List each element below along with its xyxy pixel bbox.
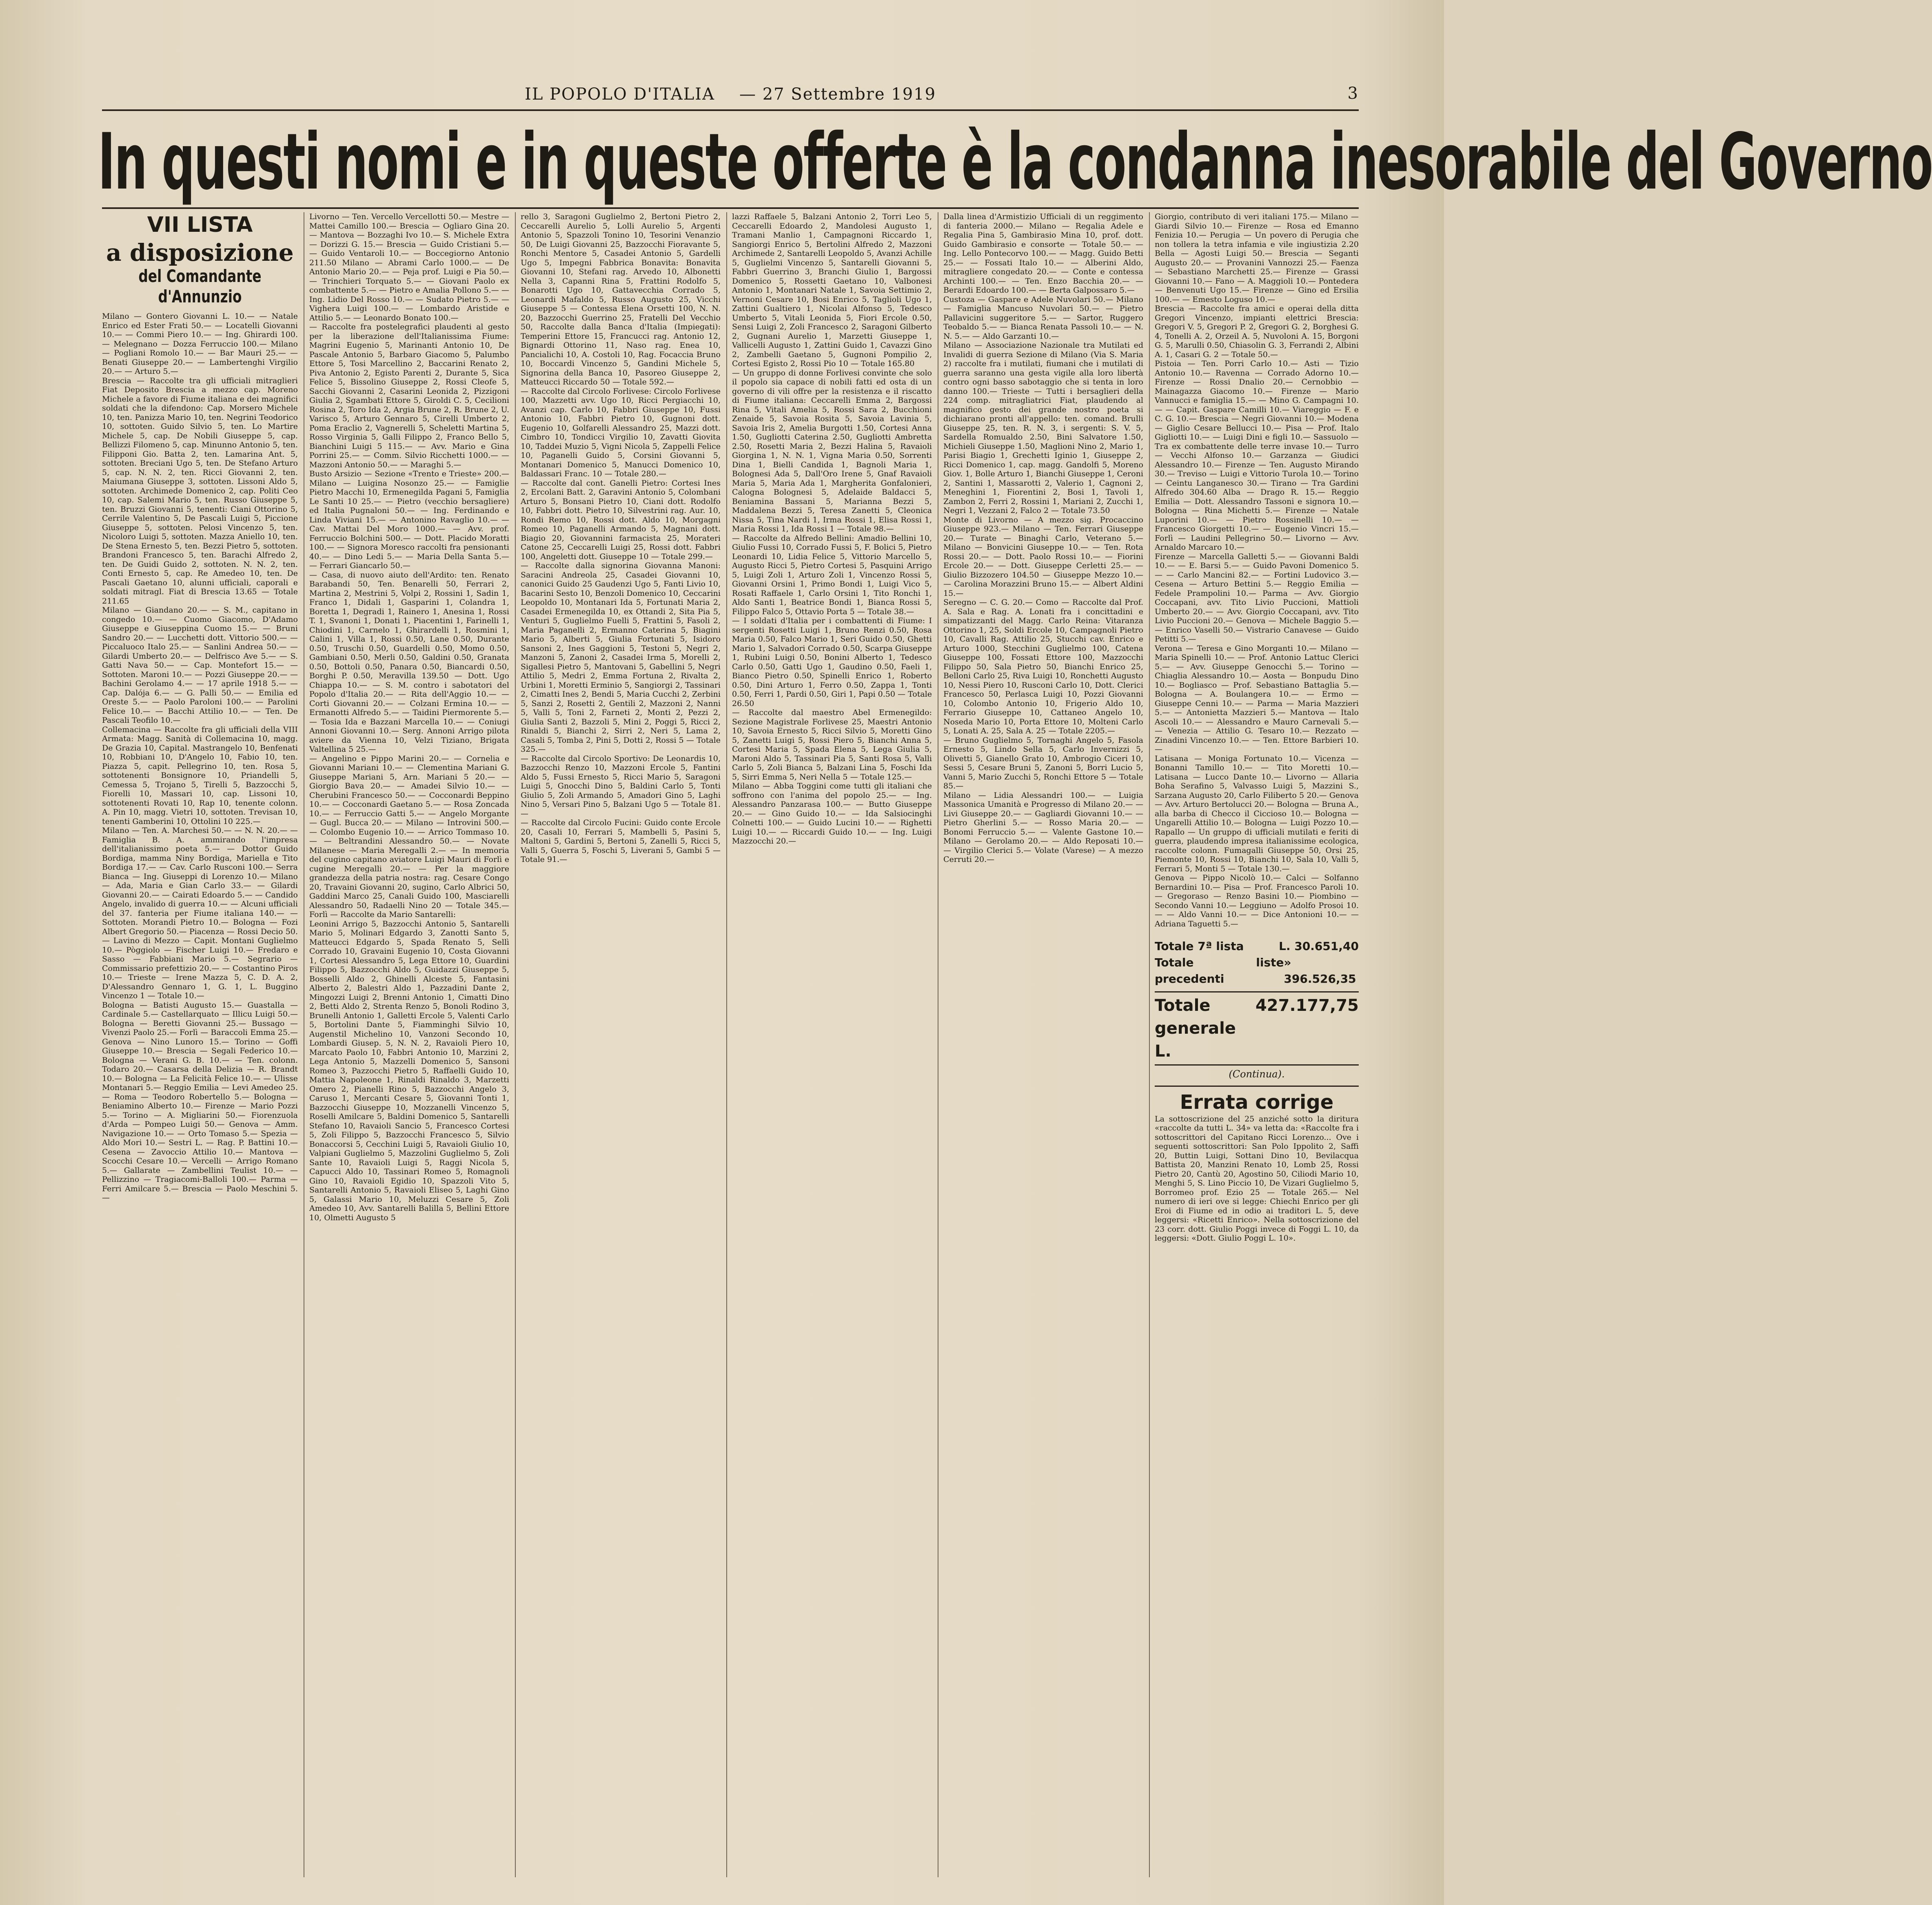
headline: In questi nomi e in queste offerte è la condanna inesorabile del Governo (98, 117, 1932, 207)
column-paragraph: — Bruno Guglielmo 5, Tornaghi Angelo 5, Fasola Ernesto 5, Lindo Sella 5, Carlo Invernizzi 5, Olivetti 5, Gianello Grato 10, Ambrogio Ciceri 10, Sessi 5, Cesare Bruni 5, Zanoni 5, Borri Lucio 5, Vanni 5, Mario Zucchi 5, Ronchi Ettore 5 — Totale 85.— (943, 735, 1143, 790)
column-paragraph: — Raccolte dalla signorina Giovanna Manoni: Saracini Andreola 25, Casadei Giovanni 10, canonici Guido 25 Gaudenzi Ugo 5, Fanti Livio 10, Bacarini Sesto 10, Benzoli Domenico 10, Ceccarini Leopoldo 10, Montanari Ida 5, Fortunati Maria 2, Casadei Ermenegilda 10, ex Ottandi 2, Sita Pia 5, Venturi 5, Guglielmo Fuelli 5, Frattini 5, Fasoli 2, Maria Paganelli 2, Ermanno Caterina 5, Biagini Mario 5, Alberti 5, Giulia Fortunati 5, Isidoro Sansoni 2, Ines Gaggioni 5, Testoni 5, Negri 2, Manzoni 5, Zanoni 2, Casadei Irma 5, Morelli 2, Sigallesi Pietro 5, Mantovani 5, Gabellini 5, Negri Attilio 5, Medri 2, Emma Fortuna 2, Rivalta 2, Urbini 1, Moretti Erminio 5, Sangiorgi 2, Tassinari 2, Cimatti Ines 2, Bendi 5, Maria Cucchi 2, Zerbini 5, Sanzi 2, Rosetti 2, Gentili 2, Mazzoni 2, Nanni 5, Valli 5, Toni 2, Farneti 2, Monti 2, Pezzi 2, Giulia Santi 2, Bazzoli 5, Mini 2, Poggi 5, Ricci 2, Rinaldi 5, Bianchi 2, Sirri 2, Neri 5, Lama 2, Casali 5, Tomba 2, Pini 5, Dotti 2, Rossi 5 — Totale 325.— (521, 561, 721, 754)
column-2 (309, 212, 509, 1885)
column-paragraph: — Angelino e Pippo Marini 20.— — Cornelia e Giovanni Mariani 10.— — Clementina Mariani G. Giuseppe Mariani 5, Arn. Mariani 5 20.— — Giorgio Bava 20.— — Amadei Silvio 10.— — Cherubini Francesco 50.— — Cocconardi Beppino 10.— — Cocconardi Gaetano 5.— — Rosa Zoncada 10.— — Ferruccio Gatti 5.— — Angelo Morgante — Gugl. Bucca 20.— — Milano — Introvini 500.— — Colombo Eugenio 10.— — Arrico Tommaso 10.— — Beltrandini Alessandro 50.— — Novate Milanese — Maria Meregalli 2.— — In memoria del cugino capitano aviatore Luigi Mauri di Forlì e cugine Meregalli 20.— — Per la maggiore grandezza della patria nostra: rag. Cesare Congo 20, Travaini Giovanni 20, sugino, Carlo Albrici 50, Gaddini Marco 25, Canali Guido 100, Masciarelli Alessandro 50, Radaelli Nino 20 — Totale 345.— Forlì — Raccolte da Mario Santarelli: (309, 754, 509, 919)
column-paragraph: Milano — Giandano 20.— — S. M., capitano in congedo 10.— — Cuomo Giacomo, D'Adamo Giuseppe e Giuseppina Cuomo 15.— — Bruni Sandro 20.— — Lucchetti dott. Vittorio 500.— — Piccaluoco Italo 25.— — Sanlini Andrea 50.— — Gilardi Umberto 20.— — Delfrisco Ave 5.— — S. Gatti Nava 50.— — Cap. Montefort 15.— — Sottoten. Maroni 10.— — Pozzi Giuseppe 20.— — Bachini Gerolamo 4.— — 17 aprile 1918 5.— — Cap. Dalója 6.— — G. Palli 50.— — Emilia ed Oreste 5.— — Paolo Paroloni 100.— — Parolini Felice 10.— — Bacchi Attilio 10.— — Ten. De Pascali Teofilo 10.— (102, 606, 298, 725)
column-paragraph: — Raccolte dal Circolo Fucini: Guido conte Ercole 20, Casali 10, Ferrari 5, Mambelli 5, Pasini 5, Maltoni 5, Gardini 5, Bertoni 5, Zanelli 5, Ricci 5, Valli 5, Guerra 5, Foschi 5, Liverani 5, Gambi 5 — Totale 91.— (521, 818, 721, 864)
errata-title: Errata corrige (1155, 1086, 1359, 1115)
column-paragraph: — Raccolte dal cont. Ganelli Pietro: Cortesi Ines 2, Ercolani Batt. 2, Garavini Antonio 5, Colombani Arturo 5, Bonsani Pietro 10, Ciani dott. Rodolfo 10, Fabbri dott. Pietro 10, Silvestrini rag. Aur. 10, Rondi Remo 10, Rossi dott. Aldo 10, Morgagni Romeo 10, Paganelli Armando 5, Magnani dott. Biagio 20, Giovannini farmacista 25, Morateri Catone 25, Ceccarelli Luigi 25, Rossi dott. Fabbri 100, Angeletti dott. Giuseppe 10 — Totale 299.— (521, 478, 721, 561)
column-paragraph: Milano — Ten. A. Marchesi 50.— — N. N. 20.— — Famiglia B. A. ammirando l'impresa dell'italianissimo poeta 5.— — Dottor Guido Bordiga, mamma Niny Bordiga, Mariella e Tito Bordiga 17.— — Cav. Carlo Rusconi 100.— Serra Bianca — Ing. Giuseppi di Lorenzo 10.— Milano — Ada, Maria e Gian Carlo 33.— — Gilardi Giovanni 20.— — Cairati Edoardo 5.— — Candido Angelo, invalido di guerra 10.— — Alcuni ufficiali del 37. fanteria per Fiume italiana 140.— — Sottoten. Morandi Pietro 10.— Bologna — Fozi Albert Gregorio 50.— Piacenza — Rossi Decio 50.— Lavino di Mezzo — Capit. Montani Guglielmo 10.— Pòggiolo — Fischer Luigi 10.— Fredaro e Sasso — Fabbiani Mario 5.— Segrario — Commissario prefettizio 20.— — Costantino Piros 10.— Trieste — Irene Mazza 5, C. D. A. 2, D'Alessandro Gennaro 1, G. 1, L. Buggino Vincenzo 1 — Totale 10.— (102, 826, 298, 1000)
column-paragraph: Milano — Associazione Nazionale tra Mutilati ed Invalidi di guerra Sezione di Milano (Via S. Maria 2) raccolte fra i mutilati, fiumani che i mutilati di guerra saranno una gesta vigile alla loro libertà contro ogni basso sabotaggio che si tenta in loro danno 100.— Trieste — Tutti i bersaglieri della 224 comp. mitragliatrici Fiat, plaudendo al magnifico gesto dei grande nostro poeta si dichiarano pronti all'appello: ten. comand. Brulli Giuseppe 25, ten. R. N. 3, i sergenti: S. V. 5, Sardella Romualdo 2.50, Bini Salvatore 1.50, Michieli Giuseppe 1.50, Maglioni Nino 2, Mario 1, Parisi Biagio 1, Grechetti Iginio 1, Giuseppe 2, Ricci Domenico 1, cap. magg. Gandolfi 5, Moreno Giov. 1, Bolle Arturo 1, Bianchi Giuseppe 1, Ceroni 2, Santini 1, Massarotti 2, Valerio 1, Cagnoni 2, Meneghini 1, Fiorentini 2, Bosi 1, Tavoli 1, Zambon 2, Ferri 2, Rossini 1, Mariani 2, Zucchi 1, Negri 1, Vezzani 2, Falco 2 — Totale 73.50 (943, 341, 1143, 515)
total-list-value: L. 30.651,40 (1279, 939, 1359, 953)
column-paragraph: Leonini Arrigo 5, Bazzocchi Antonio 5, Santarelli Mario 5, Molinari Edgardo 3, Zanotti Santo 5, Matteucci Edgardo 5, Spada Renato 5, Sellì Corrado 10, Gravaini Eugenio 10, Costa Giovanni 1, Cortesi Alessandro 5, Lega Ettore 10, Guardini Filippo 5, Bazzocchi Aldo 5, Guidazzi Giuseppe 5, Bosselli Aldo 2, Ghinelli Alceste 5, Fantasini Alberto 2, Balestri Aldo 1, Pazzadini Dante 2, Mingozzi Luigi 2, Brenni Antonio 1, Cimatti Dino 2, Betti Aldo 2, Strenta Renzo 5, Bonoli Rodino 3, Brunelli Antonio 1, Galletti Ercole 5, Valenti Carlo 5, Bortolini Dante 5, Fiamminghi Silvio 10, Augenstil Michelino 10, Vanzoni Secondo 10, Lombardi Giusep. 5, N. N. 2, Ravaioli Piero 10, Marcato Paolo 10, Fabbri Antonio 10, Marzini 2, Lega Antonio 5, Mazzelli Domenico 5, Sansoni Romeo 3, Pazzocchi Pietro 5, Raffaelli Guido 10, Mattia Napoleone 1, Rinaldi Rinaldo 3, Marzetti Omero 2, Pianelli Rino 5, Bazzocchi Angelo 3, Caruso 1, Mercanti Cesare 5, Giovanni Tonti 1, Bazzocchi Giuseppe 10, Mozzanelli Vincenzo 5, Roselli Amilcare 5, Baldini Domenico 5, Santarelli Stefano 10, Ravaioli Sancio 5, Francesco Cortesi 5, Zoli Filippo 5, Bazzocchi Francesco 5, Silvio Bonaccorsi 5, Cecchini Luigi 5, Ravaioli Giulio 10, Valpiani Guglielmo 5, Mazzolini Guglielmo 5, Zoli Sante 10, Ravaioli Luigi 5, Raggi Nicola 5, Capucci Aldo 10, Tassinari Romeo 5, Romagnoli Gino 10, Ravaioli Egidio 10, Spazzoli Vito 5, Santarelli Antonio 5, Ravaioli Eliseo 5, Laghi Gino 5, Galassi Mario 10, Meluzzi Cesare 5, Zoli Amedeo 10, Avv. Santarelli Balilla 5, Bellini Ettore 10, Olmetti Augusto 5 (309, 919, 509, 1222)
total-previous-label: Totale liste precedenti (1155, 956, 1284, 986)
column-paragraph: — Raccolte dal maestro Abel Ermenegildo: Sezione Magistrale Forlivese 25, Maestri Antonio 10, Savoia Ernesto 5, Ricci Silvio 5, Moretti Gino 5, Zanetti Luigi 5, Rossi Piero 5, Bianchi Anna 5, Cortesi Maria 5, Spada Elena 5, Lega Giulia 5, Maroni Aldo 5, Tassinari Pia 5, Santi Rosa 5, Valli Carlo 5, Zoli Bianca 5, Balzani Lina 5, Foschi Ida 5, Sirri Emma 5, Neri Nella 5 — Totale 125.— (732, 708, 932, 782)
column-paragraph: Brescia — Raccolte fra amici e operai della ditta Gregori Vincenzo, impianti elettrici Brescia: Gregori V. 5, Gregori P. 2, Gregori G. 2, Borghesi G. 4, Tonelli A. 2, Orzeil A. 5, Nuvoloni A. 15, Borgoni G. 5, Marulli 0.50, Chiasolin G. 3, Ferrandi 2, Albini A. 1, Casari G. 2 — Totale 50.— (1155, 304, 1359, 359)
column-6 (1155, 212, 1359, 1885)
column-paragraph: Giorgio, contributo di veri italiani 175.— Milano — Giardi Silvio 10.— Firenze — Rosa ed Emanno Fenizia 10.— Perugia — Un povero di Perugia che non tollera la tetra infamia e vile ingiustizia 2.20 Bella — Agosti Luigi 50.— Brescia — Seganti Augusto 20.— — Provanini Vannozzi 25.— Faenza — Sebastiano Marchetti 25.— Firenze — Grassi Giovanni 10.— Fano — A. Maggioli 10.— Pontedera — Benvenuti Ugo 15.— Firenze — Gino ed Ersilia 100.— — Emesto Loguso 10.— (1155, 212, 1359, 304)
column-divider (1149, 212, 1150, 1877)
column-paragraph: — Raccolte dal Circolo Sportivo: De Leonardis 10, Bazzocchi Renzo 10, Mazzoni Ercole 5, Fantini Aldo 5, Fussi Ernesto 5, Ricci Mario 5, Saragoni Luigi 5, Gnocchi Dino 5, Baldini Carlo 5, Tonti Giulio 5, Zoli Armando 5, Amadori Gino 5, Laghi Nino 5, Versari Pino 5, Balzani Ugo 5 — Totale 81.— (521, 754, 721, 818)
column-paragraph: Monte di Livorno — A mezzo sig. Procaccino Giuseppe 923.— Milano — Ten. Ferrari Giuseppe 20.— Turate — Binaghi Carlo, Veterano 5.— Milano — Bonvicini Giuseppe 10.— — Ten. Rota Rossi 20.— — Dott. Paolo Rossi 10.— — Fiorini Ercole 20.— — Dott. Giuseppe Cerletti 25.— — Giulio Bizzozero 104.50 — Giuseppe Mezzo 10.— — Carolina Morazzini Bruno 15.— — Albert Aldini 15.— (943, 515, 1143, 598)
column-paragraph: — Raccolte fra postelegrafici plaudenti al gesto per la liberazione dell'Italianissima Fiume: Magrini Eugenio 5, Marinanti Antonio 10, De Pascale Antonio 5, Barbaro Giacomo 5, Palumbo Ettore 5, Tosi Marcellino 2, Baccarini Renato 2, Piva Antonio 2, Egisto Parenti 2, Durante 5, Sica Felice 5, Bissolino Giuseppe 2, Rossi Cleofe 5, Sacchi Giovanni 2, Casarini Leonida 2, Pizzigoni Giulia 2, Sgambati Ettore 5, Giroldi C. 5, Cecilioni Rosina 2, Toro Ida 2, Argia Brune 2, R. Brune 2, U. Varisco 5, Arturo Gennaro 5, Cirelli Umberto 2, Poma Eraclio 2, Vagnerelli 5, Scheletti Martina 5, Rosso Virginia 5, Galli Filippo 2, Franco Bello 5, Bianchini Luigi 5 115.— — Avv. Mario e Gina Porrini 25.— — Comm. Silvio Ricchetti 1000.— — Mazzoni Antonio 50.— — Maraghi 5.— (309, 322, 509, 469)
column-paragraph: Firenze — Marcella Galletti 5.— — Giovanni Baldi 10.— — E. Barsi 5.— — Guido Pavoni Domenico 5.— — Carlo Mancini 82.— — Fortini Ludovico 3.— Cesena — Arturo Bettini 5.— Reggio Emilia — Fedele Prampolini 10.— Parma — Avv. Giorgio Coccapani, avv. Tito Livio Puccioni, Mattioli Umberto 20.— — Avv. Giorgio Coccapani, avv. Tito Livio Puccioni 20.— Genova — Michele Baggio 5.— — Enrico Vaselli 50.— Vistrario Canavese — Guido Petitti 5.— (1155, 552, 1359, 644)
continued-note: (Continua). (1229, 1068, 1285, 1080)
errata-text: La sottoscrizione del 25 anziché sotto la diritura «raccolte da tutti L. 34» va letta da: «Raccolte fra i sottoscrittori del Capitano Ricci Lorenzo... Ove i seguenti sottoscrittori: San Polo Ippolito 2, Saffi 20, Buttin Luigi, Sottani Dino 10, Bevilacqua Battista 20, Manzini Renato 10, Lomb 25, Rossi Pietro 20, Cantù 20, Agostino 50, Ciliodi Mario 10, Menghi 5, S. Lino Piccio 10, De Vizari Guglielmo 5, Borromeo prof. Ezio 25 — Totale 265.— Nel numero di ieri ove si legge: Chiechi Enrico per gli Eroi di Fiume ed in odio ai traditori L. 5, deve leggersi: «Ricetti Enrico». Nella sottoscrizione del 23 corr. dott. Giulio Poggi invece di Foggi L. 10, da leggersi: «Dott. Giulio Poggi L. 10». (1155, 1114, 1359, 1243)
column-3 (521, 212, 721, 1885)
total-previous-row (1155, 955, 1359, 987)
column-paragraph: Busto Arsizio — Sezione «Trento e Trieste» 200.— Milano — Luigina Nosonzo 25.— — Famiglie Pietro Macchi 10, Ermenegilda Pagani 5, Famiglia Le Santi 10 25.— — Pietro (vecchio bersagliere) ed Italia Pugnaloni 50.— — Ing. Ferdinando e Linda Viviani 15.— — Antonino Ravaglio 10.— — Cav. Mattai Del Moro 1000.— — Avv. prof. Ferruccio Bolchini 500.— — Dott. Placido Moratti 100.— — Signora Moresco raccolti fra pensionanti 40.— — Dino Ledi 5.— — Maria Della Santa 5.— — Ferrari Giancarlo 50.— (309, 469, 509, 570)
totals-box (1155, 938, 1359, 1066)
total-previous-value: » 396.526,35 (1284, 956, 1356, 986)
columns-area (102, 212, 1363, 1885)
column-paragraph: Genova — Pippo Nicolò 10.— Calci — Solfanno Bernardini 10.— Pisa — Prof. Francesco Paroli 10.— Gregoraso — Renzo Basini 10.— Piombino — Secondo Vanni 10.— Leggiuno — Adolfo Prosoi 10.— — Aldo Vanni 10.— — Dice Antonioni 10.— — Adriana Taguetti 5.— (1155, 873, 1359, 928)
column-paragraph: Latisana — Moniga Fortunato 10.— Vicenza — Bonanni Tamillo 10.— — Tito Moretti 10.— Latisana — Lucco Dante 10.— Livorno — Allaria Boha Serafino 5, Valvasso Luigi 5, Mazzini S., Sarzana Augusto 20, Carlo Filiberto 5 20.— Genova — Avv. Arturo Bertolucci 20.— Bologna — Bruna A., alla barba di Checco il Ciccioso 10.— Bologna — Ungarelli Attilio 10.— Bologna — Luigi Pozzo 10.— Rapallo — Un gruppo di ufficiali mutilati e feriti di guerra, plaudendo impresa italianissime ecologica, raccolte colonn. Fumagalli Giuseppe 50, Orsi 25, Piemonte 10, Rossi 10, Bianchi 10, Sala 10, Valli 5, Ferrari 5, Monti 5 — Totale 130.— (1155, 754, 1359, 873)
column-paragraph: Milano — Abba Toggini come tutti gli italiani che soffrono con l'anima del popolo 25.— — Ing. Alessandro Panzarasa 100.— — Butto Giuseppe 20.— — Gino Guido 10.— — Ida Salsiocinghi Colnetti 100.— — Guido Lucini 10.— — Righetti Luigi 10.— — Riccardi Guido 10.— — Ing. Luigi Mazzocchi 20.— (732, 782, 932, 846)
column-paragraph: Collemacina — Raccolte fra gli ufficiali della VIII Armata: Magg. Sanità di Collemacina 10, magg. De Grazia 10, Capital. Mastrangelo 10, Benfenati 10, Robbiani 10, D'Angelo 10, Fabio 10, ten. Piazza 5, capit. Pellegrino 10, ten. Rosa 5, sottotenenti Bonsignore 10, Priandelli 5, Cemessa 5, Trojano 5, Tirelli 5, Bazzocchi 5, Fiorelli 10, Massari 10, cap. Lissoni 10, sottotenenti Rovati 10, Rap 10, tenente colonn. A. Pin 10, magg. Vietri 10, sottoten. Trevisan 10, tenenti Gamberini 10, Ottolini 10 225.— (102, 725, 298, 826)
masthead (102, 80, 1359, 109)
column-divider (515, 212, 516, 1877)
column-paragraph: Dalla linea d'Armistizio Ufficiali di un reggimento di fanteria 2000.— Milano — Regalia Adele e Regalia Pina 5, Gambirasio Mina 10, prof. dott. Guido Gambirasio e consorte — Totale 50.— — Ing. Lello Pontecorvo 100.— — Magg. Guido Betti 25.— — Fossati Italo 10.— — Alberini Aldo, mitragliere congedato 20.— — Conte e contessa Archinti 100.— — Ten. Enzo Bacchia 20.— — Berardi Edoardo 100.— — Berta Galpossaro 5.— (943, 212, 1143, 295)
column-paragraph: Custoza — Gaspare e Adele Nuvolari 50.— Milano — Famiglia Mancuso Nuvolari 50.— — Pietro Pallavicini suggeritore 5.— — Sartor, Ruggero Teobaldo 5.— — Bianca Renata Passoli 10.— — N. N. 5.— — Aldo Garzanti 10.— (943, 295, 1143, 341)
column-paragraph: Seregno — C. G. 20.— Como — Raccolte dal Prof. A. Sala e Rag. A. Lonati fra i concittadini e simpatizzanti del Magg. Carlo Reina: Vitaranza Ottorino 1, 25, Soldi Ercole 10, Campagnoli Pietro 10, Cavalli Rag. Attilio 25, Stucchi cav. Enrico e Arturo 1000, Stecchini Guglielmo 100, Catena Giuseppe 100, Fossati Ettore 100, Mazzocchi Filippo 50, Sala Pietro 50, Bianchi Enrico 25, Belloni Carlo 25, Riva Luigi 10, Ronchetti Augusto 10, Nessi Piero 10, Rusconi Carlo 10, Dott. Clerici Francesco 50, Perlasca Luigi 10, Pozzi Giovanni 10, Colombo Antonio 10, Frigerio Aldo 10, Ferrario Giuseppe 10, Cattaneo Angelo 10, Noseda Mario 10, Porta Ettore 10, Molteni Carlo 5, Lonati A. 25, Sala A. 25 — Totale 2205.— (943, 598, 1143, 735)
column-paragraph: — Raccolte da Alfredo Bellini: Amadio Bellini 10, Giulio Fussi 10, Corrado Fussi 5, F. Bolici 5, Pietro Leonardi 10, Lidia Felice 5, Vittorio Marcello 5, Augusto Ricci 5, Pietro Cortesi 5, Pasquini Arrigo 5, Luigi Zoli 1, Arturo Zoli 1, Vincenzo Rossi 5, Giovanni Orsini 1, Primo Bondi 1, Luigi Vico 5, Rosati Raffaele 1, Carlo Orsini 1, Tito Ronchi 1, Aldo Santi 1, Beatrice Bondi 1, Bianca Rossi 5, Filippo Falco 5, Ottavio Porta 5 — Totale 38.— (732, 533, 932, 616)
column-1 (102, 212, 298, 1885)
column-paragraph: — Un gruppo di donne Forlivesi convinte che solo il popolo sia capace di nobili fatti ed osta di un governo di vili offre per la resistenza e il riscatto di Fiume italiana: Ceccarelli Emma 2, Bargossi Rina 5, Vitali Amelia 5, Rossi Sara 2, Bucchioni Zenaide 5, Savoia Rosita 5, Savoia Lavinia 5, Savoia Iris 2, Amelia Burgotti 1.50, Cortesi Anna 1.50, Gugliotti Caterina 2.50, Gugliotti Ambretta 2.50, Rosetti Maria 2, Bezzi Halina 5, Ravaioli Giorgina 1, N. N. 1, Vigna Maria 0.50, Sorrenti Dina 1, Bielli Candida 1, Bagnoli Maria 1, Bolognesi Ada 5, Dall'Oro Irene 5, Gnaf Ravaioli Maria 5, Maria Ada 1, Margherita Gonfalonieri, Calogna Bolognesi 5, Adelaide Baldacci 5, Beniamina Bassani 5, Marianna Bezzi 5, Maddalena Bezzi 5, Teresa Zanetti 5, Cleonica Nissa 5, Tina Nardi 1, Irma Rossi 1, Elisa Rossi 1, Maria Rossi 1, Ida Rossi 1 — Totale 98.— (732, 368, 932, 533)
issue-date: — 27 Settembre 1919 (739, 85, 936, 104)
column-5 (943, 212, 1143, 1885)
total-list-label: Totale 7ª lista (1155, 939, 1244, 953)
column-paragraph: Verona — Teresa e Gino Morganti 10.— Milano — Maria Spinelli 10.— — Prof. Antonio Lattuc Clerici 5.— — Avv. Giuseppe Genocchi 5.— Torino — Chiaglia Alessandro 10.— Aosta — Bonpudu Dino 10.— Bogliasco — Prof. Sebastiano Battaglia 5.— Bologna — A. Boulangera 10.— — Ermo — Giuseppe Cenni 10.— — Parma — Maria Mazzieri 5.— — Antonietta Mazzieri 5.— Mantova — Italo Ascoli 10.— — Alessandro e Mauro Carnevali 5.— — Venezia — Attilio G. Tesaro 10.— Rezzato — Zinadini Vincenzo 10.— — Ten. Ettore Barbieri 10.— (1155, 644, 1359, 754)
page-number: 3 (1347, 84, 1359, 103)
column-paragraph: Milano — Gontero Giovanni L. 10.— — Natale Enrico ed Ester Frati 50.— — Locatelli Giovanni 10.— — Commi Piero 10.— — Ing. Ghirardi 100.— Melegnano — Dozza Ferruccio 100.— Milano — Pogliani Romolo 10.— — Bar Mauri 25.— — Benati Giuseppe 20.— — Lambertenghi Virgilio 20.— — Arturo 5.— (102, 312, 298, 376)
list-subtitle: a disposizione (106, 239, 294, 266)
grand-total-value: 427.177,75 (1255, 996, 1359, 1015)
column-paragraph: Bologna — Batisti Augusto 15.— Guastalla — Cardinale 5.— Castellarquato — Illicu Luigi 50.— Bologna — Beretti Giovanni 25.— Bussago — Vivenzi Paolo 25.— Forlì — Baraccoli Emma 25.— Genova — Nino Lunoro 15.— Torino — Goffi Giuseppe 10.— Brescia — Segali Federico 10.— Bologna — Verani G. B. 10.— — Ten. colonn. Todaro 20.— Casarsa della Delizia — R. Brandt 10.— Bologna — La Felicità Felice 10.— — Ulisse Montanari 5.— Reggio Emilia — Levi Amedeo 25.— Roma — Teodoro Robertello 5.— Bologna — Beniamino Alberto 10.— Firenze — Mario Pozzi 5.— Torino — A. Migliarini 50.— Fiorenzuola d'Arda — Pompeo Luigi 50.— Genova — Amm. Navigazione 10.— — Orto Tomaso 5.— Spezia — Aldo Mori 10.— Sestri L. — Rag. P. Battini 10.— Cesena — Zavoccio Attilio 10.— Mantova — Scocchi Cesare 10.— Vercelli — Arrigo Romano 5.— Gallarate — Zambellini Teulist 10.— — Pellizzino — Tragiacomi-Balloli 100.— Parma — Ferri Amilcare 5.— Brescia — Paolo Meschini 5.— (102, 1000, 298, 1202)
column-divider (726, 212, 727, 1877)
total-list-row (1155, 938, 1359, 955)
column-paragraph: Pistoia — Ten. Porri Carlo 10.— Asti — Tizio Antonio 10.— Ravenna — Corrado Adorno 10.— Firenze — Rossi Dnalio 20.— Cernobbio — Mainagazza Giacomo 10.— Firenze — Mario Vannucci e famiglia 15.— — Mino G. Campagni 10.— — Capit. Gaspare Camilli 10.— Viareggio — F. e C. G. 10.— Brescia — Negri Giovanni 10.— Modena — Giglio Cesare Bellucci 10.— Pisa — Prof. Italo Gigliotti 10.— — Luigi Dini e figli 10.— Sassuolo — Tra ex combattente delle terre invase 10.— Turro — Vecchi Alfonso 10.— Garzanza — Giudici Alessandro 10.— Firenze — Ten. Augusto Mirando 30.— Treviso — Luigi e Vittorio Turola 10.— Torino — Ceintu Langanesco 30.— Tirano — Tra Gardini Alfredo 304.60 Alba — Drago R. 15.— Reggio Emilia — Dott. Alessandro Tassoni e signora 10.— Bologna — Rina Michetti 5.— Firenze — Natale Luporini 10.— — Pietro Rossinelli 10.— — Francesco Giorgetti 10.— — Eugenio Vincri 15.— Forlì — Laudini Pellegrino 50.— Livorno — Avv. Arnaldo Marcaro 10.— (1155, 359, 1359, 552)
column-paragraph: Milano — Lidia Alessandri 100.— — Luigia Massonica Umanità e Progresso di Milano 20.— — Livi Giuseppe 20.— — Gagliardi Giovanni 10.— — Pietro Gherlini 5.— — Rosso Maria 20.— — Bonomi Ferruccio 5.— — Valente Gastone 10.— Milano — Gerolamo 20.— — Aldo Reposati 10.— — Virgilio Clerici 5.— Volate (Varese) — A mezzo Cerruti 20.— (943, 790, 1143, 864)
column-paragraph: rello 3, Saragoni Guglielmo 2, Bertoni Pietro 2, Ceccarelli Aurelio 5, Lolli Aurelio 5, Argenti Antonio 5, Spazzoli Tonino 10, Tesorini Venanzio 50, De Luigi Giovanni 25, Bazzocchi Fioravante 5, Ronchi Mentore 5, Casadei Antonio 5, Gardelli Ugo 5, Impegni Fabbrica Bonavita: Bonavita Giovanni 10, Stefani rag. Arvedo 10, Albonetti Nella 3, Capanni Rina 5, Frattini Rodolfo 5, Bonarotti Ugo 10, Gattavecchia Corrado 5, Leonardi Mafaldo 5, Russo Augusto 25, Vicchi Giuseppe 5 — Contessa Elena Orsetti 100, N. N. 20, Bazzocchi Guerrino 25, Fratelli Del Vecchio 50, Raccolte dalla Banca d'Italia (Impiegati): Temperini Ettore 15, Francucci rag. Antonio 12, Bignardi Ottorino 11, Naso rag. Enea 10, Pancialichi 10, A. Costoli 10, Rag. Focaccia Bruno 10, Boccardi Vincenzo 5, Gandini Michele 5, Signorina della Banca 10, Pasoreo Giuseppe 2, Matteucci Riccardo 50 — Totale 592.— (521, 212, 721, 386)
column-paragraph: Brescia — Raccolte tra gli ufficiali mitraglieri Fiat Deposito Brescia a mezzo cap. Moreno Michele a favore di Fiume italiana e dei magnifici soldati che la difendono: Cap. Morsero Michele 10, ten. Panizza Mario 10, ten. Negrini Teodorico 10, sottoten. Guido Silvio 5, ten. Lo Martire Michele 5, cap. De Nobili Giuseppe 5, cap. Bellizzi Filomeno 5, cap. Minunno Antonio 5, ten. Filipponi Gio. Batta 2, ten. Lamarina Ant. 5, sottoten. Breciani Ugo 5, ten. De Stefano Arturo 5, cap. N. N. 2, ten. Ricci Giovanni 2, ten. Maiumana Giuseppe 3, sottoten. Lissoni Aldo 5, sottoten. Archimede Domenico 2, cap. Politi Ceo 10, cap. Salemi Mario 5, ten. Russo Giuseppe 5, ten. Bruzzi Giovanni 5, tenenti: Ciani Ottorino 5, Cerrile Valentino 5, De Pascali Luigi 5, Piccione Giuseppe 5, sottoten. Pelosi Vincenzo 5, ten. Nicoloro Luigi 5, sottoten. Mazza Aniello 10, ten. De Stena Ernesto 5, ten. Bezzi Pietro 5, sottoten. Brandoni Francesco 5, ten. Barachi Alfredo 2, ten. De Guidi Guido 2, sottoten. N. N. 2, ten. Conti Ernesto 5, cap. Re Amedeo 10, ten. De Pascali Gaetano 10, alunni ufficiali, caporali e soldati mitragl. Fiat di Brescia 13.65 — Totale 211.65 (102, 376, 298, 606)
column-paragraph: lazzi Raffaele 5, Balzani Antonio 2, Torri Leo 5, Ceccarelli Edoardo 2, Mandolesi Augusto 1, Tramani Manlio 1, Campagnoni Riccardo 1, Sangiorgi Enrico 5, Bertolini Alfredo 2, Mazzoni Archimede 2, Santarelli Leopoldo 5, Avanzi Achille 5, Guglielmi Vincenzo 5, Santarelli Giovanni 5, Fabbri Guerrino 3, Branchi Giulio 1, Bargossi Domenico 5, Rossetti Gaetano 10, Valbonesi Antonio 1, Montanari Natale 1, Savoia Settimio 2, Vernoni Cesare 10, Bosi Enrico 5, Taglioli Ugo 1, Zattini Gualtiero 1, Nicolai Alfonso 5, Tedesco Umberto 5, Vitali Leonida 5, Fiori Ercole 0.50, Sensi Luigi 2, Zoli Francesco 2, Saragoni Gilberto 2, Gugnani Aurelio 1, Marzetti Giuseppe 1, Vallicelli Augusto 1, Zattini Guido 1, Cavazzi Gino 2, Zambelli Gaetano 5, Gugnoni Pompilio 2, Cortesi Egisto 2, Rossi Pio 10 — Totale 165.80 (732, 212, 932, 368)
column-paragraph: Livorno — Ten. Vercello Vercellotti 50.— Mestre — Mattei Camillo 100.— Brescia — Ogliaro Gina 20.— Mantova — Bozzaghi Ivo 10.— S. Michele Extra — Dorizzi G. 15.— Brescia — Guido Cristiani 5.— — Guido Ventaroli 10.— — Boccegiorno Antonio 211.50 Milano — Abrami Carlo 1000.— — De Antonio Mario 20.— — Peja prof. Luigi e Pia 50.— — Trinchieri Torquato 5.— — Giovani Paolo ex combattente 5.— — Pietro e Amalia Pollono 5.— — Ing. Lidio Del Rosso 10.— — Sudato Pietro 5.— — Vighera Luigi 100.— — Lombardo Aristide e Attilio 5.— — Leonardo Bonato 100.— (309, 212, 509, 322)
list-subtitle-2: del Comandante d'Annunzio (138, 266, 262, 306)
column-paragraph: — I soldati d'Italia per i combattenti di Fiume: I sergenti Rosetti Luigi 1, Bruno Renzi 0.50, Rosa Maria 0.50, Falco Mario 1, Seri Guido 0.50, Ghetti Mario 1, Salvadori Corrado 0.50, Scarpa Giuseppe 1, Rubini Luigi 0.50, Bonini Alberto 1, Tedesco Carlo 0.50, Gatti Ugo 1, Gaudino 0.50, Faeli 1, Bianco Pietro 0.50, Spinelli Enrico 1, Roberto 0.50, Dini Arturo 1, Ferro 0.50, Zappa 1, Tonti 0.50, Ferri 1, Pardi 0.50, Giri 1, Papi 0.50 — Totale 26.50 (732, 616, 932, 708)
list-title: VII LISTA (147, 213, 253, 237)
grand-total-label: Totale generale L. (1155, 996, 1236, 1061)
column-paragraph: — Casa, di nuovo aiuto dell'Ardito: ten. Renato Barabandi 50, Ten. Benarelli 50, Ferrari 2, Martina 2, Mestrini 5, Volpi 2, Rossini 1, Sadin 1, Franco 1, Didali 1, Gasparini 1, Colandra 1, Boretta 1, Degradi 1, Rainero 1, Anesina 1, Rossi T. 1, Svanoni 1, Donati 1, Piacentini 1, Farinelli 1, Chiodini 1, Carnelo 1, Ghirardelli 1, Rosmini 1, Calini 1, Villa 1, Rossi 0.50, Lane 0.50, Durante 0.50, Truschi 0.50, Guardelli 0.50, Momo 0.50, Gambiani 0.50, Merli 0.50, Galdini 0.50, Granata 0.50, Bottoli 0.50, Panara 0.50, Biancardi 0.50, Borghi P. 0.50, Meravilla 139.50 — Dott. Ugo Chiappa 10.— — S. M. contro i sabotatori del Popolo d'Italia 20.— — Rita dell'Aggio 10.— — Corti Giovanni 20.— — Colzani Ermina 10.— — Ermanotti Alfredo 5.— — Taidini Piermorente 5.— — Tosia Ida e Bazzani Marcella 10.— — Coniugi Annoni Giovanni 10.— Serg. Annoni Arrigo pilota aviere da Vienna 10, Velzi Tiziano, Brigata Valtellina 5 25.— (309, 570, 509, 754)
masthead-rule (102, 109, 1359, 111)
headline-rule (102, 207, 1359, 209)
paper-name: IL POPOLO D'ITALIA (524, 85, 715, 104)
column-4 (732, 212, 932, 1885)
grand-total-row (1155, 991, 1359, 1066)
column-paragraph: — Raccolte dal Circolo Forlivese: Circolo Forlivese 100, Mazzetti avv. Ugo 10, Ricci Pergiacchi 10, Avanzi cap. Carlo 10, Fabbri Giuseppe 10, Fussi Antonio 10, Fabbri Pietro 10, Gugnoni dott. Eugenio 10, Golfarelli Alessandro 25, Mazzi dott. Cimbro 10, Tondicci Virgilio 10, Zavatti Giovita 10, Taddei Muzio 5, Vigni Nicola 5, Zappelli Felice 10, Paganelli Guido 5, Corsini Giovanni 5, Montanari Domenico 5, Manucci Domenico 10, Baldassari Franc. 10 — Totale 280.— (521, 386, 721, 478)
